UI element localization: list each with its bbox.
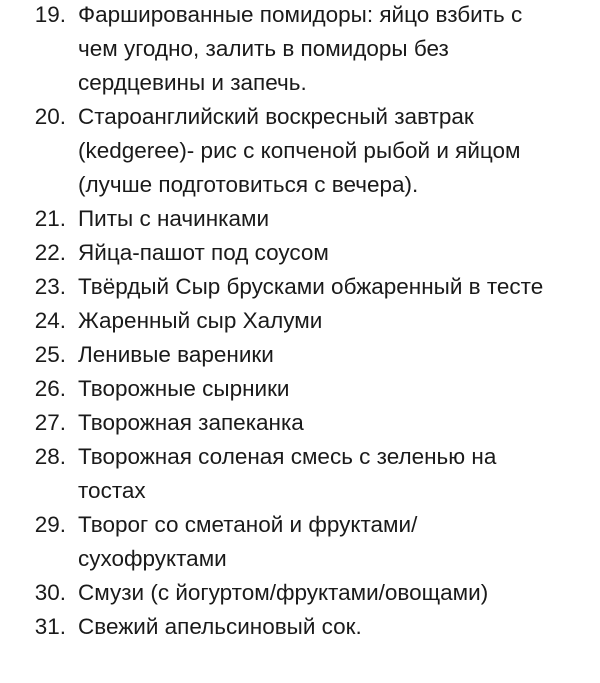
list-item: [0, 0, 600, 100]
item-number: 31.: [34, 614, 66, 639]
item-text: Творожная соленая смесь с зеленью на тостах: [78, 444, 497, 503]
item-text: Творог со сметаной и фруктами/ сухофруктами: [78, 512, 418, 571]
list-item: [0, 576, 600, 610]
item-number: 20.: [34, 104, 66, 129]
item-number: 27.: [34, 410, 66, 435]
list-item: [0, 100, 600, 202]
item-number: 26.: [34, 376, 66, 401]
item-number: 22.: [34, 240, 66, 265]
item-text: Яйца-пашот под соусом: [78, 240, 329, 265]
item-number: 29.: [34, 512, 66, 537]
item-number: 28.: [34, 444, 66, 469]
list-item: [0, 372, 600, 406]
list-item: [0, 270, 600, 304]
item-text: Жаренный сыр Халуми: [78, 308, 323, 333]
item-text: Творожная запеканка: [78, 410, 304, 435]
item-number: 23.: [34, 274, 66, 299]
list-item: [0, 508, 600, 576]
item-text: Твёрдый Сыр брусками обжаренный в тесте: [78, 274, 544, 299]
list-item: [0, 610, 600, 644]
item-number: 24.: [34, 308, 66, 333]
item-number: 30.: [34, 580, 66, 605]
item-number: 25.: [34, 342, 66, 367]
item-text: Староанглийский воскресный завтрак (kedgeree)- рис с копченой рыбой и яйцом (лучше подготовиться с вечера).: [78, 104, 521, 197]
list-item: [0, 236, 600, 270]
item-text: Творожные сырники: [78, 376, 290, 401]
list-item: [0, 338, 600, 372]
list-item: [0, 440, 600, 508]
item-number: 19.: [34, 2, 66, 27]
item-text: Питы с начинками: [78, 206, 270, 231]
list-item: [0, 406, 600, 440]
item-text: Смузи (с йогуртом/фруктами/овощами): [78, 580, 489, 605]
item-text: Ленивые вареники: [78, 342, 274, 367]
item-number: 21.: [34, 206, 66, 231]
list-item: [0, 202, 600, 236]
item-text: Фаршированные помидоры: яйцо взбить с чем угодно, залить в помидоры без сердцевины и запечь.: [78, 2, 523, 95]
item-text: Свежий апельсиновый сок.: [78, 614, 362, 639]
list-item: [0, 304, 600, 338]
